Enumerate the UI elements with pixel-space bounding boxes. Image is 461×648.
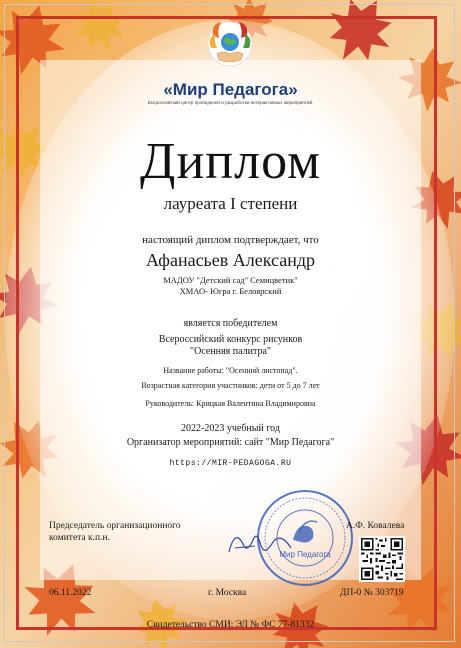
school-year: 2022-2023 учебный год xyxy=(181,423,280,434)
issue-city: г. Москва xyxy=(208,588,247,598)
diploma-subtitle: лауреата I степени xyxy=(163,194,298,213)
signer-name: А.Ф. Ковалева xyxy=(346,521,405,531)
recipient-name: Афанасьев Александр xyxy=(145,250,316,270)
diploma-title: Диплом xyxy=(140,133,321,190)
stamp-center-text: Мир Педагога xyxy=(279,550,331,559)
contest-name-line-1: Всероссийский конкурс рисунков xyxy=(158,334,303,345)
organization-line-1: МАДОУ "Детский сад" Семицветик" xyxy=(163,275,298,285)
contest-name-line-2: "Осенняя палитра" xyxy=(190,346,271,357)
winner-text: является победителем xyxy=(183,318,278,329)
leader-name: Руководитель: Крицкая Валентина Владимировна xyxy=(145,399,316,408)
diploma-number: ДП-0 № 303719 xyxy=(340,588,404,598)
brand-name: «Мир Педагога» xyxy=(163,80,298,99)
issue-date: 06.11.2022 xyxy=(49,588,92,598)
media-certificate: Свидетельство СМИ: ЭЛ № ФС 77-81332 xyxy=(146,620,315,630)
brand-tagline: Всероссийский центр проведения и разработки интерактивных мероприятий. xyxy=(147,100,314,105)
chair-title-line-1: Председатель организационного xyxy=(49,521,181,531)
confirm-text: настоящий диплом подтверждает, что xyxy=(142,234,319,246)
age-category: Возрастная категория участников: дети от 5 до 7 лет xyxy=(141,381,320,390)
organizer: Организатор мероприятий: сайт "Мир Педагога" xyxy=(126,437,335,448)
chair-title-line-2: комитета к.п.н. xyxy=(49,533,110,543)
work-title: Название работы: "Осенний листопад". xyxy=(163,366,298,375)
organization-line-2: ХМАО- Югра г. Белоярский xyxy=(179,286,282,296)
site-url: https://MIR-PEDAGOGA.RU xyxy=(169,459,292,468)
